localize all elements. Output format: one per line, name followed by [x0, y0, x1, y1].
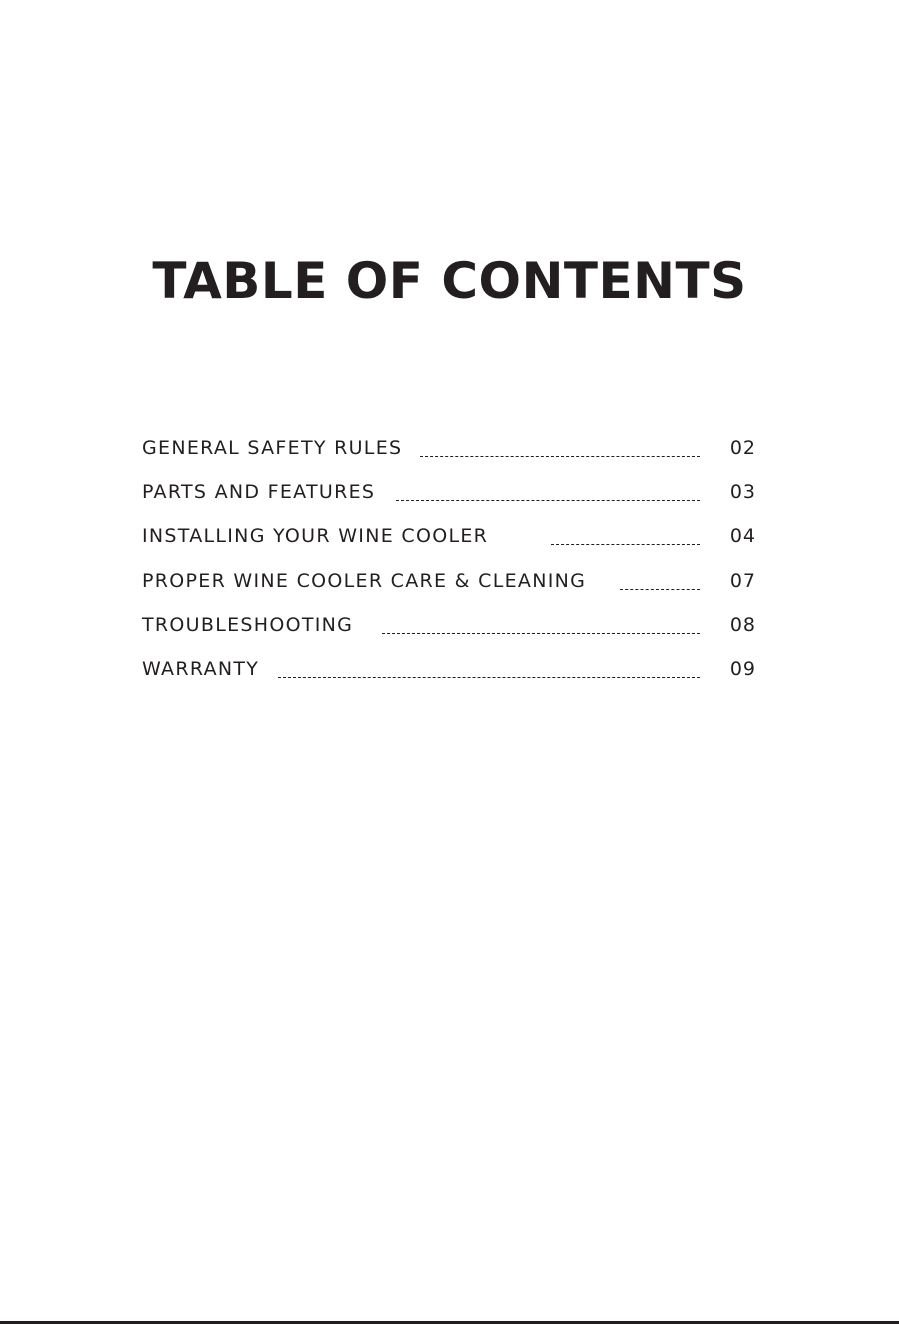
- toc-page-number: 07: [729, 569, 756, 592]
- toc-page-number: 02: [729, 437, 756, 459]
- toc-entry-label: WARRANTY: [142, 657, 260, 680]
- table-of-contents: [142, 430, 758, 695]
- toc-page-number: 08: [729, 613, 756, 636]
- dotted-leader: [620, 589, 700, 590]
- toc-entry-label: TROUBLESHOOTING: [142, 613, 354, 636]
- toc-entry-label: GENERAL SAFETY RULES: [142, 437, 403, 459]
- dotted-leader: [278, 677, 700, 678]
- toc-entry-general-safety-rules[interactable]: [142, 430, 758, 474]
- dotted-leader: [382, 633, 700, 634]
- toc-entry-parts-and-features[interactable]: [142, 474, 758, 518]
- dotted-leader: [551, 544, 700, 545]
- dotted-leader: [420, 456, 700, 457]
- toc-entry-troubleshooting[interactable]: [142, 607, 758, 651]
- toc-entry-warranty[interactable]: [142, 651, 758, 695]
- toc-page-number: 09: [729, 657, 756, 680]
- toc-entry-label: INSTALLING YOUR WINE COOLER: [142, 525, 489, 548]
- toc-entry-label: PARTS AND FEATURES: [142, 481, 376, 504]
- toc-entry-installing-your-wine-cooler[interactable]: [142, 518, 758, 562]
- toc-page-number: 04: [729, 525, 756, 548]
- dotted-leader: [396, 500, 700, 501]
- toc-page-number: 03: [729, 481, 756, 504]
- page-title: TABLE OF CONTENTS: [152, 252, 747, 310]
- toc-entry-proper-wine-cooler-care[interactable]: [142, 563, 758, 607]
- toc-entry-label: PROPER WINE COOLER CARE & CLEANING: [142, 569, 587, 592]
